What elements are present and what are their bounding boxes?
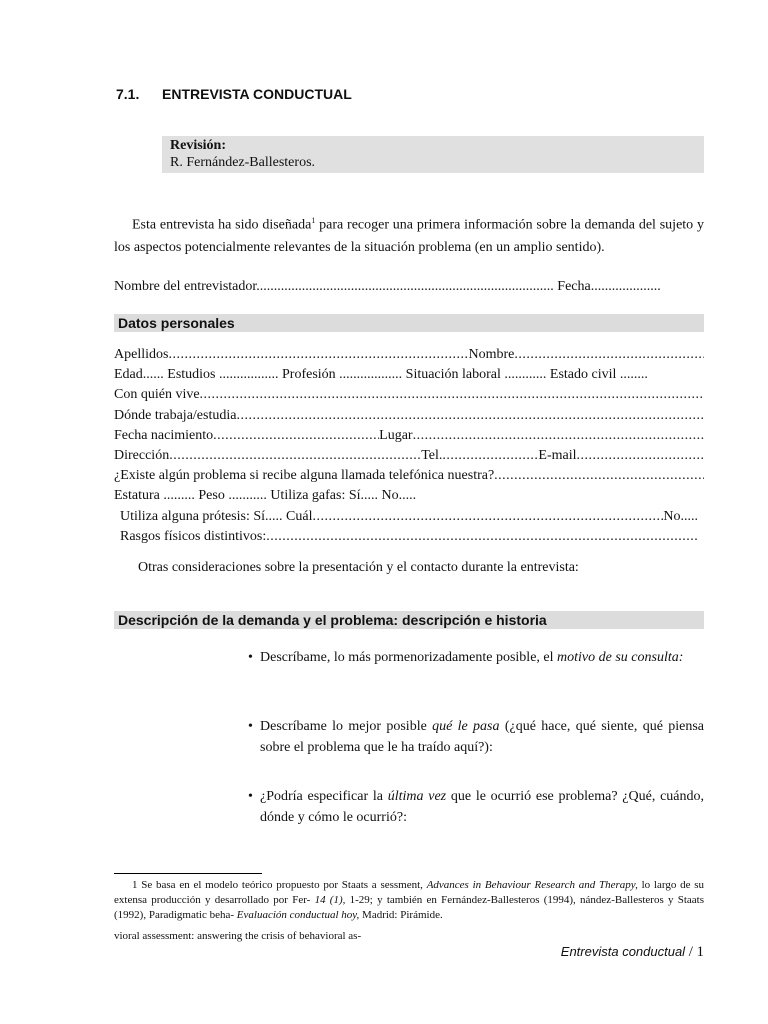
label-prosthesis: Utiliza alguna prótesis: Sí..... Cuál <box>120 508 313 524</box>
section-title: ENTREVISTA CONDUCTUAL <box>162 86 352 102</box>
footnote-line-2: vioral assessment: answering the crisis of behavioral as- <box>114 930 362 942</box>
personal-data-heading: Datos personales <box>114 314 704 332</box>
question-last-time <box>248 786 704 828</box>
dots-fill <box>442 446 538 466</box>
list-item <box>248 647 704 668</box>
bullet-icon: • <box>248 719 253 734</box>
field-line-birth <box>114 426 704 446</box>
field-line-lives-with <box>114 385 704 405</box>
label-email: E-mail <box>538 447 577 463</box>
field-line-address <box>114 446 704 466</box>
intro-paragraph <box>114 210 704 259</box>
label-tel: Tel. <box>421 447 443 463</box>
footnote-text: lo largo de su extensa producción y desarrollado por Fer- <box>114 879 705 906</box>
intro-text-start: Esta entrevista ha sido diseñada <box>132 217 312 233</box>
revision-box <box>162 136 704 173</box>
label-prosthesis-no: No..... <box>663 508 698 524</box>
question-emphasis: qué le pasa <box>432 719 500 734</box>
section-heading <box>116 86 352 102</box>
section-number: 7.1. <box>116 86 140 102</box>
label-place: Lugar <box>379 427 413 443</box>
dots-fill <box>413 426 704 446</box>
label-features: Rasgos físicos distintivos: <box>120 528 267 544</box>
field-line-age <box>114 365 704 385</box>
label-height-line: Estatura ......... Peso ........... Utiliza gafas: Sí..... No..... <box>114 488 417 504</box>
footnote-ref: 1 <box>311 216 316 225</box>
question-text-end: (¿qué hace, qué siente, qué piensa sobre el problema que le ha traído aquí?): <box>260 719 704 755</box>
question-text: ¿Podría especificar la <box>260 789 388 804</box>
dots-fill <box>168 345 468 365</box>
page-number: 1 <box>696 944 704 960</box>
field-line-work <box>114 406 704 426</box>
bullet-icon: • <box>248 650 253 665</box>
label-surname: Apellidos <box>114 347 169 362</box>
footnote <box>114 878 704 923</box>
footnote-rule <box>114 873 262 874</box>
dots-fill <box>200 385 704 405</box>
dots-fill <box>577 446 705 466</box>
footer-title: Entrevista conductual <box>560 944 686 959</box>
field-line-features <box>114 527 704 547</box>
footnote-text: 1 Se basa en el modelo teórico propuesto por Staats a sessment, <box>132 879 427 891</box>
question-text-end: que le ocurrió ese problema? ¿Qué, cuándo, dónde y cómo le ocurrió?: <box>260 789 705 825</box>
dots-fill <box>213 426 379 446</box>
question-text: Descríbame, lo más pormenorizadamente posible, el <box>260 650 558 665</box>
field-line-surname-name <box>114 345 704 365</box>
demand-heading: Descripción de la demanda y el problema: descripción e historia <box>114 611 704 629</box>
personal-data-fields <box>114 345 704 547</box>
question-emphasis: motivo de su consulta: <box>557 650 684 665</box>
field-line-height <box>114 486 704 506</box>
page-footer <box>561 944 704 961</box>
label-birthdate: Fecha nacimiento <box>114 427 214 443</box>
label-lives-with: Con quién vive <box>114 387 200 403</box>
field-line-phone-call <box>114 466 704 486</box>
bullet-icon: • <box>248 789 253 804</box>
dots-fill <box>514 345 704 365</box>
dots-fill <box>169 446 421 466</box>
footnote-journal: Advances in Behaviour Research and Therapy, <box>426 879 638 891</box>
other-considerations: Otras consideraciones sobre la presentación y el contacto durante la entrevista: <box>138 560 579 575</box>
label-address: Dirección <box>114 447 170 463</box>
interviewer-line: Nombre del entrevistador..................................................................................... Fecha.................... <box>114 279 661 294</box>
dots-fill <box>312 507 663 527</box>
question-what-happens <box>248 716 704 758</box>
footnote-text: Madrid: Pirámide. <box>359 909 443 921</box>
label-name: Nombre <box>468 347 515 362</box>
label-age-line: Edad...... Estudios ................. Profesión .................. Situación laboral ............ Estado civil ........ <box>114 367 648 383</box>
footer-separator: / <box>688 944 693 960</box>
list-item <box>248 716 704 758</box>
revision-author: R. Fernández-Ballesteros. <box>170 155 316 170</box>
question-motive <box>248 647 704 668</box>
label-work: Dónde trabaja/estudia <box>114 407 237 423</box>
question-emphasis: última vez <box>387 789 447 804</box>
list-item <box>248 786 704 828</box>
footnote-text: 1-29; y también en Fernández-Ballesteros (1994), nández-Ballesteros y Staats (1992), Paradigmatic beha- <box>114 894 704 921</box>
dots-fill <box>236 406 704 426</box>
footnote-book: Evaluación conductual hoy, <box>236 909 360 921</box>
label-phone-call: ¿Existe algún problema si recibe alguna llamada telefónica nuestra? <box>114 468 495 484</box>
footnote-volume: 14 (1), <box>314 894 346 906</box>
dots-fill <box>266 527 698 547</box>
question-text: Descríbame lo mejor posible <box>260 719 433 734</box>
intro-text-end: para recoger una primera información sobre la demanda del sujeto y los aspectos potencialmente relevantes de la situación problema (en un amplio sentido). <box>114 217 704 255</box>
dots-fill <box>494 466 704 486</box>
revision-label: Revisión: <box>170 138 226 153</box>
field-line-prosthesis <box>114 507 704 527</box>
